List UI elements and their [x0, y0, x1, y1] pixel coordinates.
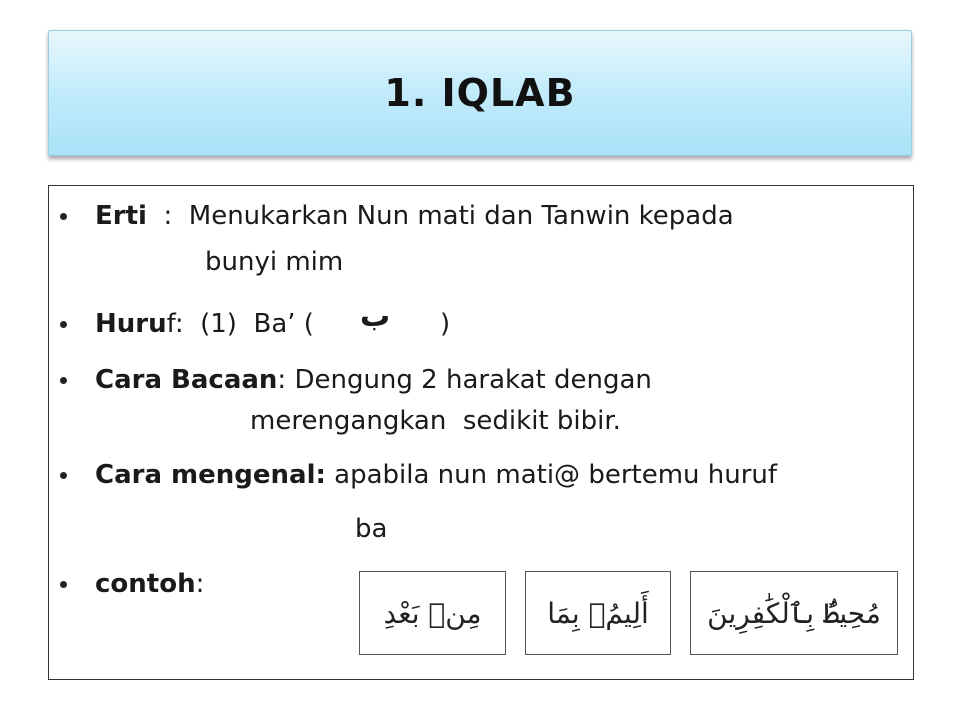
huruf-text: f: (1) Ba’ ( [166, 309, 314, 339]
example-aliimun-bima: أَلِيمُۢ بِمَا [525, 571, 671, 655]
bullet-huruf [95, 307, 314, 341]
erti-text-continued: bunyi mim [205, 247, 344, 277]
bullet-erti [95, 199, 734, 233]
cara-bacaan-text-continued: merengangkan sedikit bibir. [250, 406, 621, 436]
example-muhiitun-bilkafirin: مُحِيطٌۢ بِٱلْكَٰفِرِينَ [690, 571, 898, 655]
bullet-contoh [95, 567, 204, 601]
erti-label: Erti [95, 201, 147, 231]
bullet-dot [60, 472, 67, 479]
contoh-label: contoh [95, 569, 196, 599]
cara-mengenal-label: Cara mengenal: [95, 460, 326, 490]
bullet-dot [60, 213, 67, 220]
title-banner [48, 30, 912, 156]
bullet-dot [60, 321, 67, 328]
contoh-colon: : [195, 569, 205, 599]
erti-text: Menukarkan Nun mati dan Tanwin kepada [188, 201, 734, 231]
cara-mengenal-text-continued: ba [355, 514, 388, 544]
huruf-arabic-letter: ب [360, 299, 391, 334]
bullet-cara-mengenal [95, 458, 777, 492]
bullet-dot [60, 377, 67, 384]
huruf-close-paren: ) [440, 309, 451, 339]
cara-bacaan-label: Cara Bacaan [95, 365, 278, 395]
bullet-dot [60, 581, 67, 588]
slide-title: 1. IQLAB [384, 71, 576, 115]
erti-separator: : [146, 201, 189, 231]
bullet-cara-bacaan [95, 363, 652, 397]
huruf-label: Huru [95, 309, 167, 339]
cara-bacaan-text: : Dengung 2 harakat dengan [277, 365, 652, 395]
cara-mengenal-text: apabila nun mati@ bertemu huruf [325, 460, 778, 490]
example-min-baadi: مِنۢ بَعْدِ [359, 571, 506, 655]
